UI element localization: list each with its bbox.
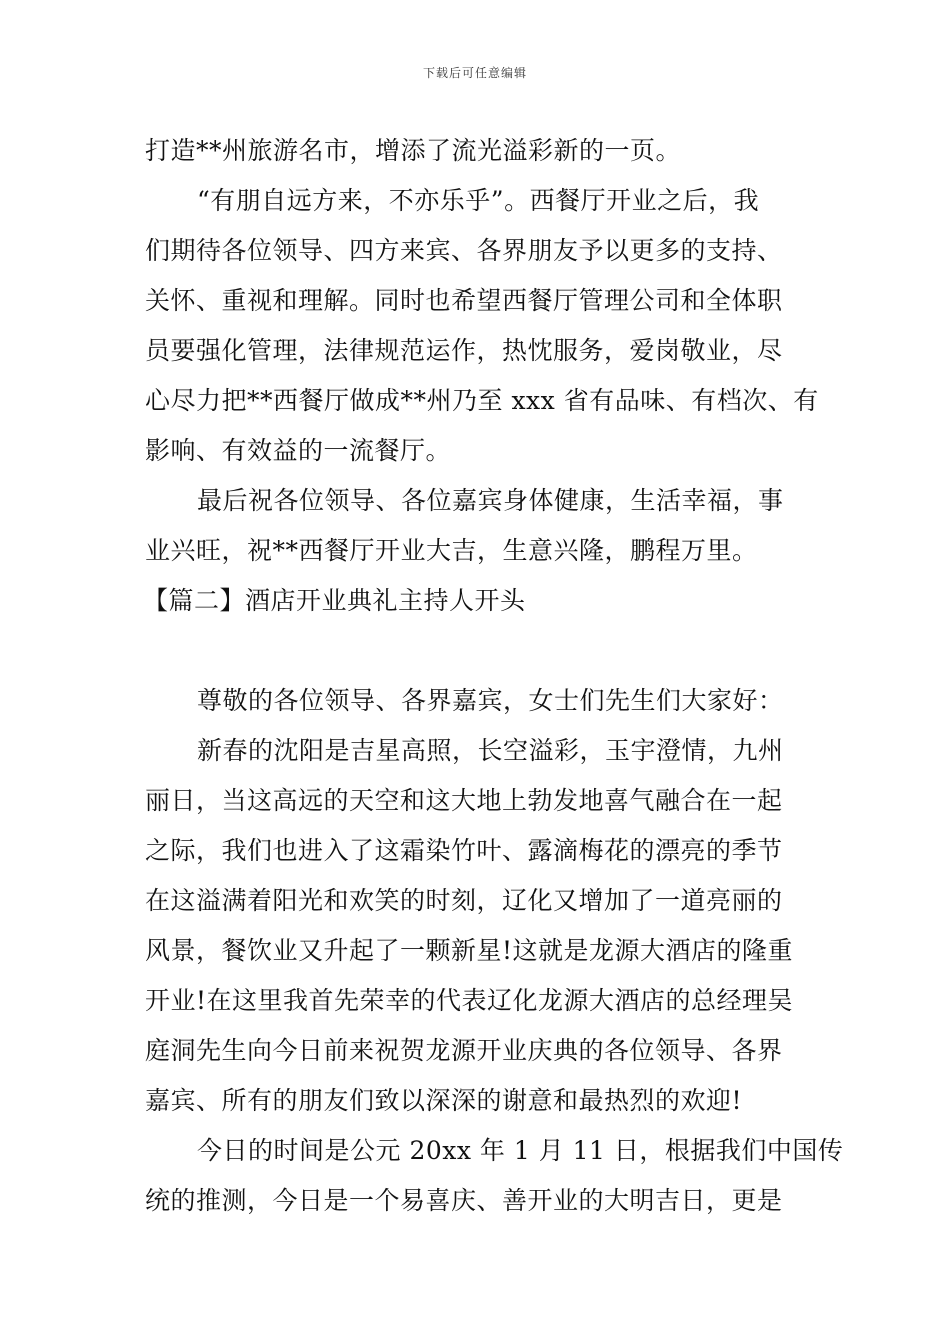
- blank-gap: [145, 626, 810, 676]
- text-line: 嘉宾、所有的朋友们致以深深的谢意和最热烈的欢迎!: [145, 1086, 743, 1115]
- text-line: 关怀、重视和理解。同时也希望西餐厅管理公司和全体职: [145, 286, 783, 315]
- text-line: 影响、有效益的一流餐厅。: [145, 436, 452, 465]
- text-line: 庭洞先生向今日前来祝贺龙源开业庆典的各位领导、各界: [145, 1036, 783, 1065]
- text-line: 业兴旺，祝**西餐厅开业大吉，生意兴隆，鹏程万里。: [145, 536, 758, 565]
- text-line: 员要强化管理，法律规范运作，热忱服务，爱岗敬业，尽: [145, 336, 783, 365]
- text-line: 心尽力把**西餐厅做成**州乃至 xxx 省有品味、有档次、有: [145, 386, 819, 415]
- paragraph-start-line: “有朋自远方来，不亦乐乎”。西餐厅开业之后，我: [197, 186, 760, 215]
- text-line: 开业!在这里我首先荣幸的代表辽化龙源大酒店的总经理吴: [145, 986, 794, 1015]
- text-line: 在这溢满着阳光和欢笑的时刻，辽化又增加了一道亮丽的: [145, 886, 783, 915]
- salutation-line: 尊敬的各位领导、各界嘉宾，女士们先生们大家好：: [197, 686, 784, 715]
- paragraph-start-line: 今日的时间是公元 20xx 年 1 月 11 日，根据我们中国传: [197, 1136, 844, 1165]
- document-body: [143, 126, 844, 1226]
- text-line: 们期待各位领导、四方来宾、各界朋友予以更多的支持、: [145, 236, 783, 265]
- text-line: 风景，餐饮业又升起了一颗新星!这就是龙源大酒店的隆重: [145, 936, 794, 965]
- paragraph-start-line: 新春的沈阳是吉星高照，长空溢彩，玉宇澄情，九州: [197, 736, 784, 765]
- page-header-note: 下载后可任意编辑: [422, 66, 527, 80]
- text-line: 之际，我们也进入了这霜染竹叶、露滴梅花的漂亮的季节: [145, 836, 783, 865]
- paragraph-start-line: 最后祝各位领导、各位嘉宾身体健康，生活幸福，事: [197, 486, 784, 515]
- text-line: 统的推测，今日是一个易喜庆、善开业的大明吉日，更是: [145, 1186, 783, 1215]
- section-heading: 【篇二】酒店开业典礼主持人开头: [143, 586, 526, 615]
- text-line: 打造**州旅游名市，增添了流光溢彩新的一页。: [145, 136, 682, 165]
- text-line: 丽日，当这高远的天空和这大地上勃发地喜气融合在一起: [145, 786, 783, 815]
